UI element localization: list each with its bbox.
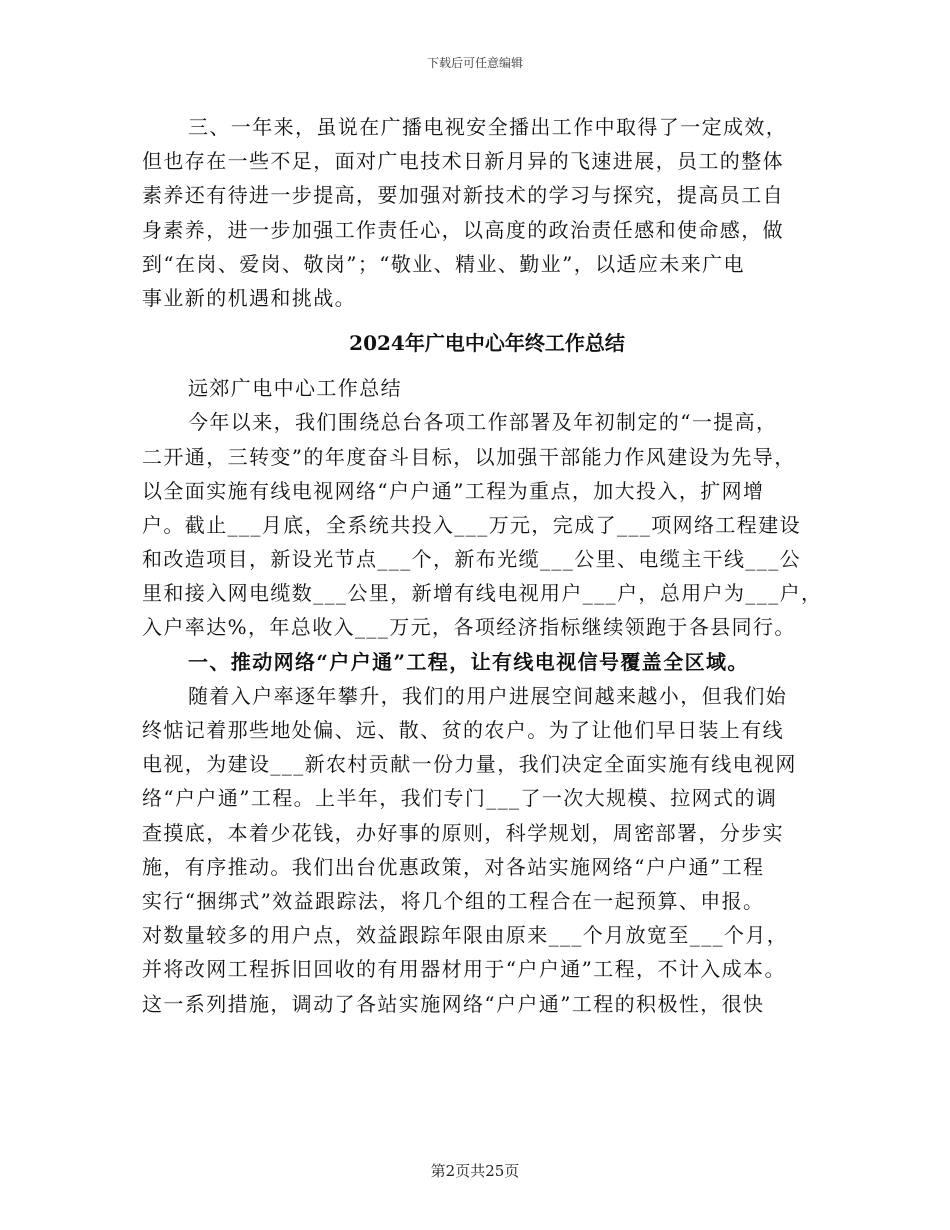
paragraph-line: 到“在岗、爱岗、敬岗”；“敬业、精业、勤业”，以适应未来广电 — [142, 251, 745, 276]
paragraph-line: 这一系列措施，调动了各站实施网络“户户通”工程的积极性，很快 — [142, 991, 765, 1016]
paragraph-line: 三、一年来，虽说在广播电视安全播出工作中取得了一定成效， — [188, 115, 788, 139]
paragraph-line: 电视，为建设___新农村贡献一份力量，我们决定全面实施有线电视网 — [142, 752, 797, 777]
section-heading: 一、推动网络“户户通”工程，让有线电视信号覆盖全区域。 — [188, 649, 749, 674]
header-note: 下载后可任意编辑 — [426, 56, 523, 70]
paragraph-line: 但也存在一些不足，面对广电技术日新月异的飞速进展，员工的整体 — [142, 149, 784, 174]
paragraph-line: 施，有序推动。我们出台优惠政策，对各站实施网络“户户通”工程 — [142, 854, 765, 879]
document-title: 2024年广电中心年终工作总结 — [349, 331, 625, 356]
paragraph-line: 身素养，进一步加强工作责任心，以高度的政治责任感和使命感，做 — [142, 217, 784, 242]
paragraph-line: 络“户户通”工程。上半年，我们专门___了一次大规模、拉网式的调 — [142, 786, 778, 811]
document-body — [142, 110, 832, 1021]
paragraph-line: 随着入户率逐年攀升，我们的用户进展空间越来越小，但我们始 — [188, 683, 788, 708]
paragraph-line: 素养还有待进一步提高，要加强对新技术的学习与探究，提高员工自 — [142, 183, 784, 208]
paragraph-line: 事业新的机遇和挑战。 — [142, 285, 356, 310]
paragraph-line: 以全面实施有线电视网络“户户通”工程为重点，加大投入，扩网增 — [142, 478, 765, 503]
paragraph-line: 并将改网工程拆旧回收的有用器材用于“户户通”工程，不计入成本。 — [142, 957, 786, 982]
subtitle: 远郊广电中心工作总结 — [188, 376, 402, 401]
paragraph-line: 今年以来，我们围绕总台各项工作部署及年初制定的“一提高， — [188, 410, 778, 435]
paragraph-line: 入户率达%，年总收入___万元，各项经济指标继续领跑于各县同行。 — [142, 615, 796, 640]
paragraph-line: 户。截止___月底，全系统共投入___万元，完成了___项网络工程建设 — [142, 512, 801, 537]
paragraph-line: 二开通，三转变”的年度奋斗目标，以加强干部能力作风建设为先导， — [142, 444, 796, 469]
paragraph-line: 里和接入网电缆数___公里，新增有线电视用户___户，总用户为___户， — [142, 581, 823, 606]
paragraph-line: 和改造项目，新设光节点___个，新布光缆___公里、电缆主干线___公 — [142, 547, 801, 572]
spacer — [142, 363, 832, 371]
page-number: 第2页共25页 — [430, 1162, 520, 1180]
paragraph-line: 终惦记着那些地处偏、远、散、贫的农户。为了让他们早日装上有线 — [142, 718, 784, 742]
paragraph-line: 实行“捆绑式”效益跟踪法，将几个组的工程合在一起预算、申报。 — [142, 888, 765, 913]
paragraph-line: 查摸底，本着少花钱，办好事的原则，科学规划，周密部署，分步实 — [142, 820, 784, 845]
paragraph-line: 对数量较多的用户点，效益跟踪年限由原来___个月放宽至___个月， — [142, 923, 789, 948]
